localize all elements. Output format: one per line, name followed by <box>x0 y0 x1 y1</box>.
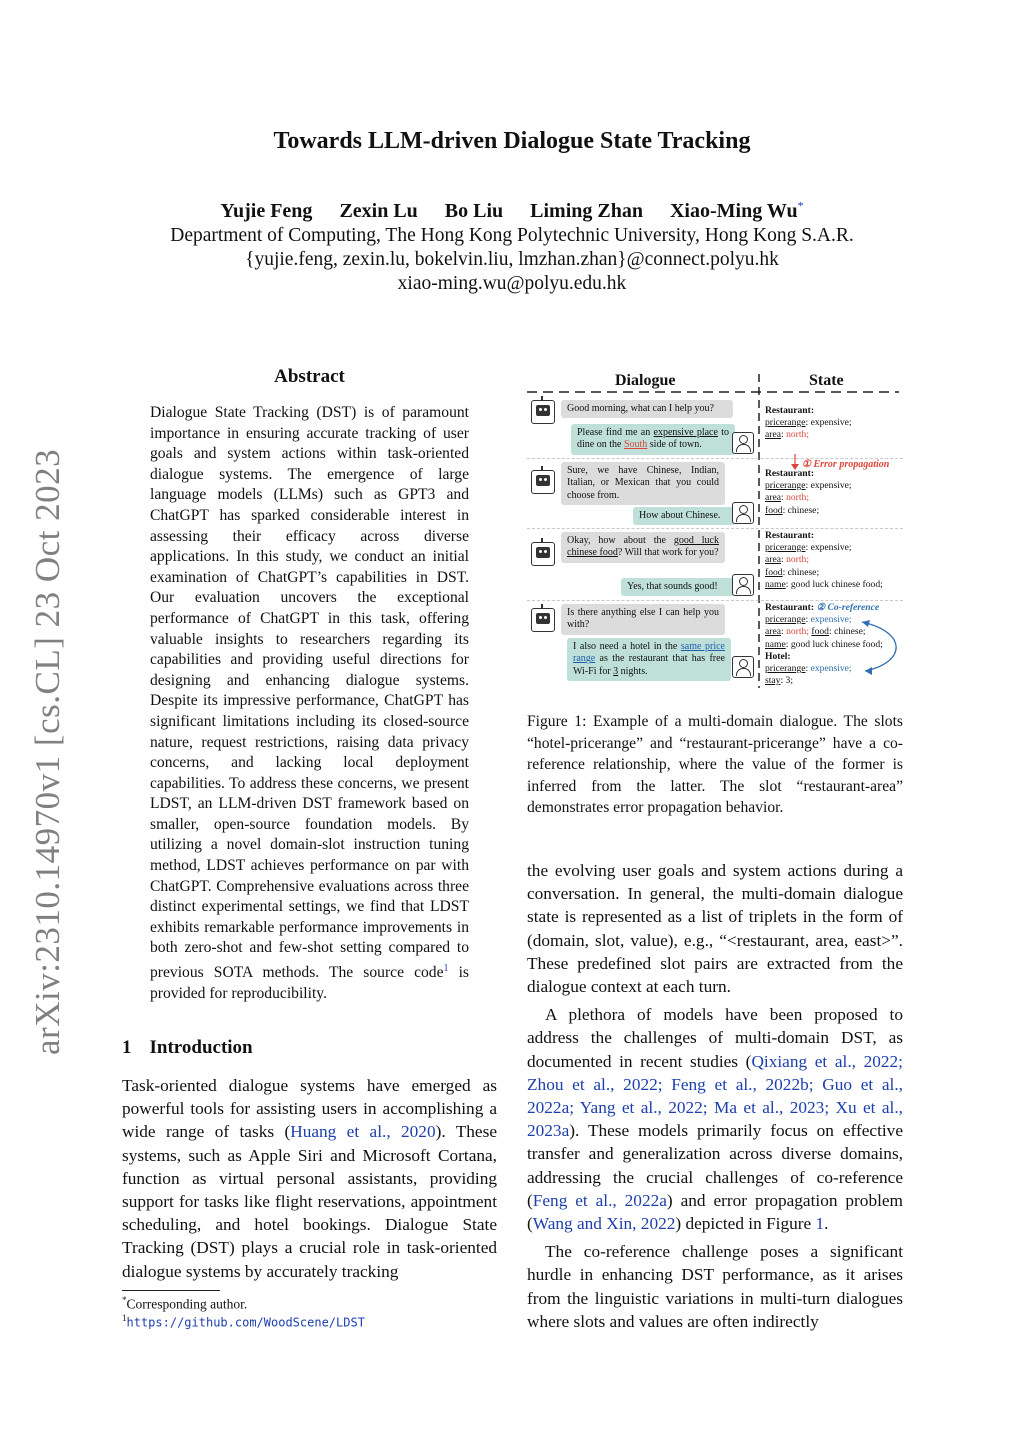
state-row: pricerange: expensive; <box>765 614 852 626</box>
citation-link[interactable]: Qixiang et al., 2022; Zhou et al., 2022; Feng et al., 2022b; Guo et al., 2022a; Yang et al., 2022; Ma et al., 2023; Xu et al., 2023a <box>527 1051 903 1141</box>
text-run: Okay, how about the <box>567 535 674 546</box>
text-run: 3 <box>613 665 619 677</box>
slot-value: chinese; <box>834 626 866 638</box>
text-run: A plethora of models have been proposed to address the challenges of multi-domain DST, as documented in recent studies ( <box>527 1005 903 1071</box>
author <box>670 200 804 222</box>
section-title: Introduction <box>149 1037 253 1058</box>
slot-value: north; <box>786 554 809 566</box>
slot-value: north; <box>786 492 809 504</box>
state-turn-2 <box>765 468 852 517</box>
text-run: . <box>824 1214 829 1234</box>
figure-ref-link[interactable]: 1 <box>815 1214 825 1234</box>
user-utterance <box>567 638 731 681</box>
citation-link[interactable]: Wang and Xin, 2022 <box>532 1214 676 1234</box>
text-run: good luck chinese food <box>567 535 719 559</box>
state-turn-1 <box>765 405 852 442</box>
system-utterance: Good morning, what can I help you? <box>561 400 733 418</box>
robot-icon <box>531 400 555 424</box>
state-row: food: chinese; <box>765 566 820 578</box>
slot-name: name <box>765 578 786 590</box>
footnote-corresponding <box>122 1295 247 1313</box>
user-icon <box>732 574 754 596</box>
domain-label: Restaurant: <box>765 602 815 613</box>
text-run: same price range <box>573 641 725 665</box>
coref-tag: Co-reference <box>827 602 880 613</box>
text-run: ) and error propagation problem ( <box>527 1190 903 1234</box>
state-turn-3 <box>765 530 883 591</box>
corresponding-mark[interactable]: * <box>797 198 804 212</box>
footnote-mark: 1 <box>122 1313 127 1323</box>
author-list <box>0 198 1024 223</box>
state-row: area: north; <box>765 492 809 504</box>
text-run: side of town. <box>647 439 702 451</box>
state-row: pricerange: expensive; <box>765 542 852 554</box>
user-utterance: Yes, that sounds good! <box>621 578 735 596</box>
citation-link[interactable]: Huang et al., 2020 <box>290 1122 436 1142</box>
footnote-rule <box>122 1290 220 1291</box>
paragraph <box>122 1074 497 1283</box>
text-run: I also need a hotel in the <box>573 641 681 652</box>
state-turn-4 <box>765 602 883 687</box>
state-row: name: good luck chinese food; <box>765 638 883 650</box>
right-column-text <box>527 859 903 1333</box>
dialogue-heading: Dialogue <box>615 372 676 389</box>
slot-name: area <box>765 626 781 638</box>
user-icon <box>732 656 754 678</box>
footnote-mark: * <box>122 1295 127 1305</box>
author: Liming Zhan <box>530 199 643 222</box>
slot-value: chinese; <box>787 504 820 516</box>
author: Zexin Lu <box>339 199 418 222</box>
slot-name: name <box>765 638 786 650</box>
state-row: food: chinese; <box>765 504 820 516</box>
text-run: ) depicted in Figure <box>675 1214 816 1234</box>
abstract-body <box>150 403 469 1004</box>
state-row: stay: 3; <box>765 675 794 687</box>
domain-label: Hotel: <box>765 650 791 662</box>
abstract-text-end: is provided for reproducibility. <box>150 964 469 1002</box>
slot-value: expensive; <box>810 542 852 554</box>
domain-label: Restaurant: <box>765 468 815 479</box>
slot-value: good luck chinese food; <box>790 638 883 650</box>
slot-value: chinese; <box>787 566 820 578</box>
figure-caption: Figure 1: Example of a multi-domain dialogue. The slots “hotel-pricerange” and “restaurant-pricerange” have a co-reference relationship, where the value of the former is inferred from the latter. The slot “restaurant-area” demonstrates error propagation behavior. <box>527 713 903 817</box>
section-heading <box>122 1037 253 1059</box>
state-row: pricerange: expensive; <box>765 417 852 429</box>
footnote-source <box>122 1313 365 1331</box>
figure-1 <box>527 370 903 690</box>
footnote-text: Corresponding author. <box>126 1296 248 1312</box>
slot-name: pricerange <box>765 480 806 492</box>
user-utterance: How about Chinese. <box>633 507 735 525</box>
slot-value: good luck chinese food; <box>790 578 883 590</box>
system-utterance: Sure, we have Chinese, Indian, Italian, or Mexican that you could choose from. <box>561 462 725 505</box>
slot-name: pricerange <box>765 417 806 429</box>
author: Yujie Feng <box>220 199 313 222</box>
paper-title: Towards LLM-driven Dialogue State Tracking <box>273 128 751 154</box>
slot-name: area <box>765 492 781 504</box>
paragraph <box>527 1003 903 1235</box>
slot-value: expensive; <box>810 614 852 626</box>
paragraph: the evolving user goals and system actions during a conversation. In general, the multi-domain dialogue state is represented as a list of triplets in the form of (domain, slot, value), e.g., “<restaurant, area, east>”. These predefined slot pairs are extracted from the dialogue context at each turn. <box>527 861 903 997</box>
error-tag: Error propagation <box>813 459 890 470</box>
state-row: area: north; food: chinese; <box>765 626 866 638</box>
user-icon <box>732 432 754 454</box>
author-name: Xiao-Ming Wu <box>669 199 798 222</box>
state-heading: State <box>809 372 844 389</box>
slot-value: expensive; <box>810 417 852 429</box>
text-run: expensive place <box>653 427 718 438</box>
section-number: 1 <box>122 1037 132 1058</box>
state-row: area: north; <box>765 554 809 566</box>
slot-name: area <box>765 429 781 441</box>
text-run: to dine on the <box>577 427 730 451</box>
robot-icon <box>531 608 555 632</box>
slot-name: food <box>765 566 783 578</box>
slot-value: north; <box>786 626 809 638</box>
paragraph: The co-reference challenge poses a significant hurdle in enhancing DST performance, as it arises from the linguistic variations in multi-turn dialogues where slots and values are often indirectly <box>527 1242 903 1331</box>
email-line: xiao-ming.wu@polyu.edu.hk <box>397 273 627 294</box>
state-row: area: north; <box>765 429 809 441</box>
state-row: name: good luck chinese food; <box>765 578 883 590</box>
slot-name: pricerange <box>765 542 806 554</box>
slot-value: 3; <box>785 675 794 687</box>
slot-name: pricerange <box>765 614 806 626</box>
slot-name: pricerange <box>765 663 806 675</box>
arxiv-stamp: arXiv:2310.14970v1 [cs.CL] 23 Oct 2023 <box>28 448 67 1055</box>
text-run: ). These systems, such as Apple Siri and Microsoft Cortana, function as virtual personal assistants, providing support for tasks like flight reservations, appointment scheduling, and hotel bookings. Dialogue State Tracking (DST) plays a crucial role in task-oriented dialogue systems by accurately tracking <box>122 1122 497 1281</box>
state-row: pricerange: expensive; <box>765 663 852 675</box>
affiliation: Department of Computing, The Hong Kong Polytechnic University, Hong Kong S.A.R. <box>170 225 854 246</box>
text-run: Task-oriented dialogue systems have emerged as powerful tools for assisting users in accomplishing a wide range of tasks ( <box>122 1076 497 1142</box>
slot-name: stay <box>765 675 781 687</box>
system-utterance: Is there anything else I can help you with? <box>561 604 725 635</box>
turn-separator <box>527 600 903 601</box>
citation-link[interactable]: Feng et al., 2022a <box>532 1190 667 1210</box>
abstract-text: Dialogue State Tracking (DST) is of paramount importance in ensuring accurate tracking of user goals and system actions within task-oriented dialogue systems. The emergence of large language models (LLMs) such as GPT3 and ChatGPT has sparked considerable interest in assessing their efficacy across diverse applications. In this study, we conduct an initial examination of ChatGPT’s capabilities in DST. Our evaluation uncovers the exceptional performance of ChatGPT in this task, offering valuable insights to researchers regarding its capabilities and providing useful directions for designing and enhancing dialogue systems. Despite its impressive performance, ChatGPT has significant limitations including its closed-source nature, request restrictions, raising data privacy concerns, and lacking local deployment capabilities. To address these concerns, we present LDST, an LLM-driven DST framework based on smaller, open-source foundation models. By utilizing a novel domain-slot instruction tuning method, LDST achieves performance on par with ChatGPT. Comprehensive evaluations across three distinct experimental settings, we find that LDST exhibits remarkable performance improvements in both zero-shot and few-shot setting compared to previous SOTA methods. The source code <box>150 404 469 982</box>
robot-icon <box>531 470 555 494</box>
text-run: South <box>623 439 648 451</box>
slot-name: food <box>765 504 783 516</box>
email-line: {yujie.feng, zexin.lu, bokelvin.liu, lmzhan.zhan}@connect.polyu.hk <box>245 249 779 270</box>
abstract-heading: Abstract <box>274 366 345 387</box>
footnote-ref[interactable]: 1 <box>443 963 449 975</box>
slot-name: food <box>811 626 829 638</box>
coref-number: ② <box>816 602 826 613</box>
text-run: ? Will that work for you? <box>617 547 719 559</box>
intro-paragraph-left <box>122 1074 497 1283</box>
state-row <box>765 602 883 614</box>
slot-name: area <box>765 554 781 566</box>
user-utterance <box>571 424 735 455</box>
source-code-link[interactable]: https://github.com/WoodScene/LDST <box>126 1315 365 1330</box>
coreference-label <box>816 602 879 613</box>
author: Bo Liu <box>444 199 504 222</box>
text-run: as the restaurant that has free Wi-Fi for <box>573 653 725 677</box>
domain-label: Restaurant: <box>765 530 815 541</box>
slot-value: expensive; <box>810 663 852 675</box>
robot-icon <box>531 542 555 566</box>
slot-value: north; <box>786 429 809 441</box>
user-icon <box>732 502 754 524</box>
system-utterance <box>561 532 725 563</box>
slot-value: expensive; <box>810 480 852 492</box>
domain-label: Restaurant: <box>765 405 815 416</box>
text-run: ). These models primarily focus on effective transfer and generalization across diverse domains, addressing the crucial challenges of co-reference ( <box>527 1121 903 1210</box>
error-number: ① <box>802 459 811 470</box>
text-run: nights. <box>618 665 648 677</box>
turn-separator <box>527 528 903 529</box>
state-row: pricerange: expensive; <box>765 480 852 492</box>
text-run: Please find me an <box>577 427 654 438</box>
